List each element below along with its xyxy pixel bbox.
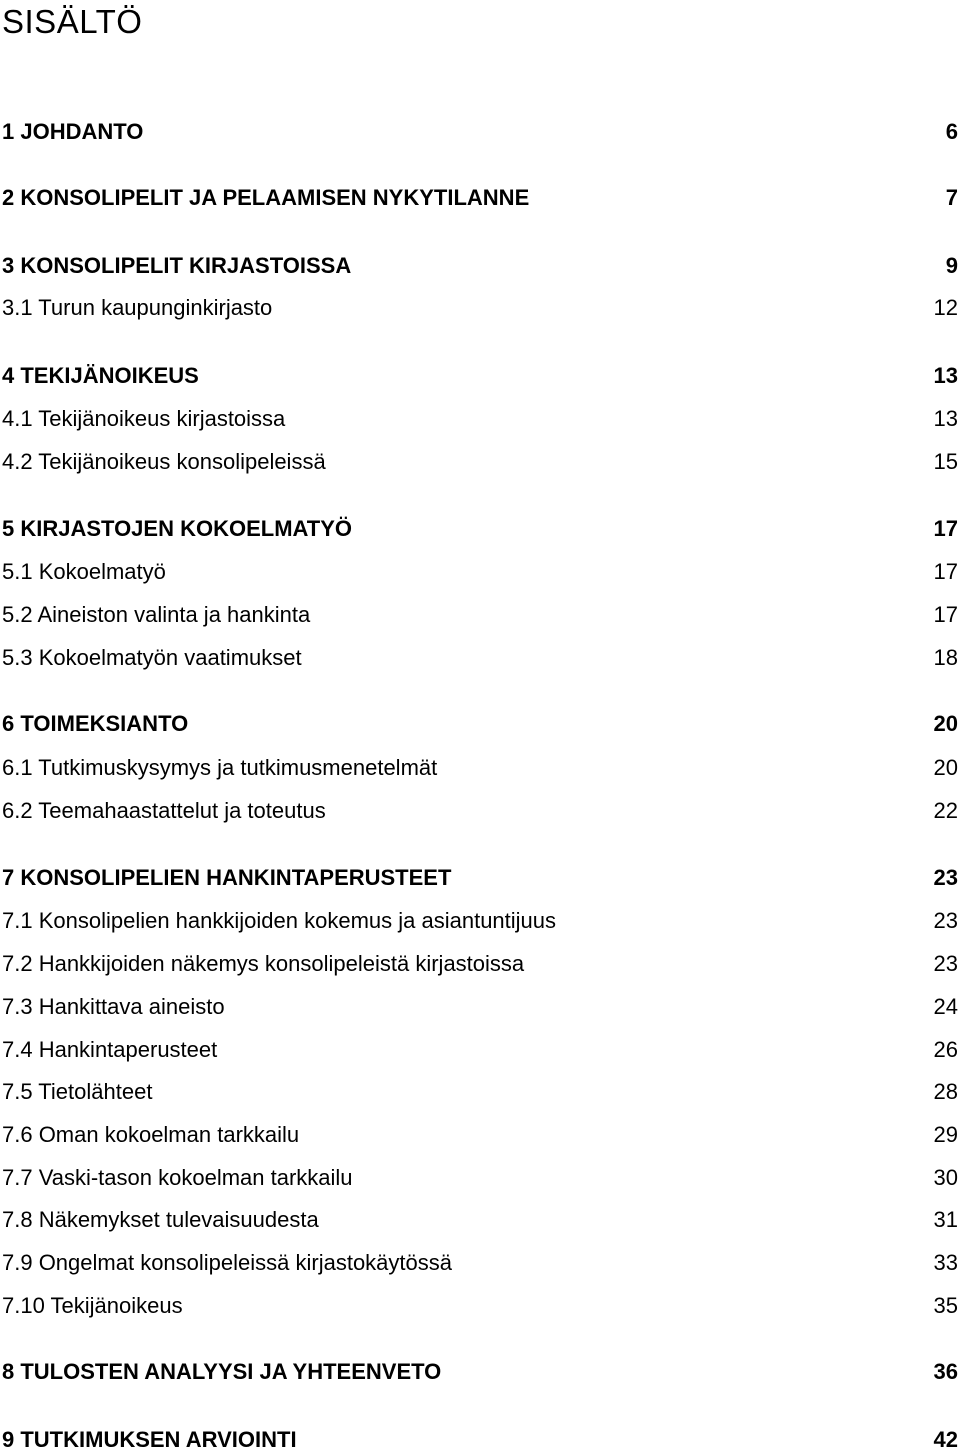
toc-entry [2, 991, 958, 1023]
toc-entry-label: 5.2 Aineiston valinta ja hankinta [2, 602, 311, 627]
toc-entry [2, 1290, 958, 1322]
toc-entry-label: 7.5 Tietolähteet [2, 1079, 153, 1104]
toc-entry [2, 1247, 958, 1279]
toc-entry [2, 1076, 958, 1108]
toc-entry-page-number: 15 [933, 449, 958, 474]
toc-entry [2, 948, 958, 980]
toc-entry-label: 7.8 Näkemykset tulevaisuudesta [2, 1207, 319, 1232]
toc-entry-page-number: 6 [945, 119, 958, 144]
toc-entry [2, 513, 958, 545]
toc-entry-page-number: 28 [933, 1079, 958, 1104]
toc-entry-page-number: 17 [933, 602, 958, 627]
toc-entry-page-number: 13 [933, 363, 958, 388]
toc-entry-label: 7.7 Vaski-tason kokoelman tarkkailu [2, 1165, 353, 1190]
toc-entry-page-number: 9 [945, 253, 958, 278]
toc-entry [2, 292, 958, 324]
toc-entry [2, 250, 958, 282]
toc-entry-label: 4.2 Tekijänoikeus konsolipeleissä [2, 449, 326, 474]
toc-entry-page-number: 23 [933, 908, 958, 933]
toc-entry-page-number: 7 [945, 185, 958, 210]
toc-entry-label: 7 KONSOLIPELIEN HANKINTAPERUSTEET [2, 865, 452, 890]
toc-entry [2, 403, 958, 435]
toc-entry-label: 6.1 Tutkimuskysymys ja tutkimusmenetelmät [2, 755, 438, 780]
toc-entry-label: 9 TUTKIMUKSEN ARVIOINTI [2, 1427, 297, 1452]
toc-entry [2, 182, 958, 214]
toc-entry-label: 5.3 Kokoelmatyön vaatimukset [2, 645, 302, 670]
toc-entry-page-number: 22 [933, 798, 958, 823]
toc-entry [2, 795, 958, 827]
toc-entry-label: 7.2 Hankkijoiden näkemys konsolipeleistä kirjastoissa [2, 951, 525, 976]
toc-entry-label: 1 JOHDANTO [2, 119, 144, 144]
toc-entry-label: 7.10 Tekijänoikeus [2, 1293, 183, 1318]
toc-entry-label: 5 KIRJASTOJEN KOKOELMATYÖ [2, 516, 353, 541]
toc-entry-page-number: 23 [933, 951, 958, 976]
toc-entry-label: 7.3 Hankittava aineisto [2, 994, 225, 1019]
toc-entry [2, 1034, 958, 1066]
toc-entry [2, 116, 958, 148]
toc-entry [2, 905, 958, 937]
toc-entry-page-number: 36 [933, 1359, 958, 1384]
toc-entry-page-number: 20 [933, 755, 958, 780]
toc-entry-page-number: 30 [933, 1165, 958, 1190]
toc-entry-label: 3 KONSOLIPELIT KIRJASTOISSA [2, 253, 352, 278]
toc-entry-page-number: 29 [933, 1122, 958, 1147]
toc-entry-page-number: 42 [933, 1427, 958, 1452]
toc-entry-label: 7.4 Hankintaperusteet [2, 1037, 218, 1062]
toc-entry [2, 708, 958, 740]
toc-entry [2, 642, 958, 674]
toc-entry-page-number: 17 [933, 559, 958, 584]
toc-entry-label: 4 TEKIJÄNOIKEUS [2, 363, 199, 388]
toc-entry-page-number: 35 [933, 1293, 958, 1318]
page-title: SISÄLTÖ [2, 3, 143, 40]
toc-entry-page-number: 24 [933, 994, 958, 1019]
toc-entry-label: 4.1 Tekijänoikeus kirjastoissa [2, 406, 286, 431]
toc-entry-label: 2 KONSOLIPELIT JA PELAAMISEN NYKYTILANNE [2, 185, 530, 210]
toc-entry-label: 7.1 Konsolipelien hankkijoiden kokemus ja asiantuntijuus [2, 908, 557, 933]
toc-entry [2, 1424, 958, 1456]
toc-entry-page-number: 33 [933, 1250, 958, 1275]
toc-entry-label: 8 TULOSTEN ANALYYSI JA YHTEENVETO [2, 1359, 442, 1384]
toc-entry-page-number: 12 [933, 295, 958, 320]
toc-entry-label: 7.9 Ongelmat konsolipeleissä kirjastokäytössä [2, 1250, 453, 1275]
toc-entry-page-number: 23 [933, 865, 958, 890]
toc-entry-page-number: 13 [933, 406, 958, 431]
toc-entry [2, 360, 958, 392]
toc-entry-label: 3.1 Turun kaupunginkirjasto [2, 295, 273, 320]
toc-entry-page-number: 20 [933, 711, 958, 736]
toc-entry-label: 5.1 Kokoelmatyö [2, 559, 166, 584]
toc-entry [2, 599, 958, 631]
toc-entry [2, 1119, 958, 1151]
toc-entry-label: 6.2 Teemahaastattelut ja toteutus [2, 798, 326, 823]
toc-entry-page-number: 31 [933, 1207, 958, 1232]
toc-entry-page-number: 18 [933, 645, 958, 670]
toc-entry [2, 1162, 958, 1194]
toc-entry [2, 446, 958, 478]
toc-entry-page-number: 26 [933, 1037, 958, 1062]
toc-entry [2, 862, 958, 894]
toc-entry [2, 1204, 958, 1236]
toc-entry-label: 6 TOIMEKSIANTO [2, 711, 189, 736]
toc-entry [2, 1356, 958, 1388]
toc-entry-page-number: 17 [933, 516, 958, 541]
toc-entry [2, 556, 958, 588]
toc-entry [2, 752, 958, 784]
toc-entry-label: 7.6 Oman kokoelman tarkkailu [2, 1122, 300, 1147]
